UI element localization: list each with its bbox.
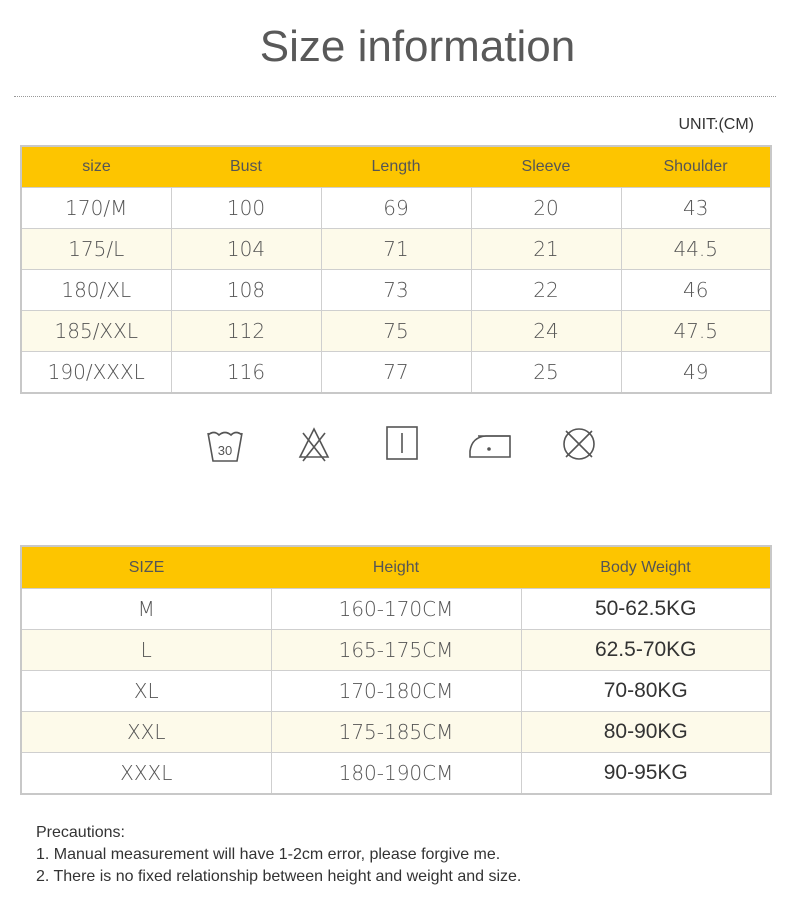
precautions-block [36,822,521,888]
precaution-item: 2. There is no fixed relationship between height and weight and size. [36,868,522,885]
iron-icon [468,423,514,465]
cell-weight: 50-62.5KG [521,589,771,630]
table-row [21,589,771,630]
precautions-heading: Precautions: [36,824,125,841]
cell-weight: 80-90KG [521,712,771,753]
cell-shoulder: 49 [621,352,771,394]
table-row [21,753,771,795]
header-size: SIZE [21,546,271,589]
body-table-header [21,546,771,589]
cell-length: 73 [321,270,471,311]
cell-height: 165-175CM [271,630,521,671]
cell-length: 77 [321,352,471,394]
cell-size: 185/XXL [21,311,171,352]
cell-bust: 116 [171,352,321,394]
precaution-item: 1. Manual measurement will have 1-2cm error, please forgive me. [36,846,501,863]
cell-shoulder: 47.5 [621,311,771,352]
table-row [21,712,771,753]
cell-height: 180-190CM [271,753,521,795]
unit-label: UNIT:(CM) [678,116,754,133]
table-row [21,352,771,394]
cell-size: 175/L [21,229,171,270]
cell-length: 71 [321,229,471,270]
cell-bust: 100 [171,188,321,229]
cell-sleeve: 20 [471,188,621,229]
cell-bust: 104 [171,229,321,270]
cell-height: 170-180CM [271,671,521,712]
table-row [21,229,771,270]
cell-height: 175-185CM [271,712,521,753]
cell-sleeve: 22 [471,270,621,311]
cell-weight: 90-95KG [521,753,771,795]
cell-sleeve: 25 [471,352,621,394]
size-table [20,145,772,394]
cell-size: M [21,589,271,630]
care-icons-row [0,423,790,469]
body-size-table [20,545,772,795]
cell-sleeve: 21 [471,229,621,270]
table-row [21,630,771,671]
header-length: Length [321,146,471,188]
header-height: Height [271,546,521,589]
cell-size: 190/XXXL [21,352,171,394]
header-bust: Bust [171,146,321,188]
cell-sleeve: 24 [471,311,621,352]
no-bleach-icon [298,423,330,465]
cell-length: 75 [321,311,471,352]
table-row [21,188,771,229]
cell-size: 170/M [21,188,171,229]
cell-weight: 62.5-70KG [521,630,771,671]
cell-bust: 108 [171,270,321,311]
cell-length: 69 [321,188,471,229]
cell-bust: 112 [171,311,321,352]
wash-30-icon [205,423,245,465]
svg-text:30: 30 [217,443,233,458]
page-title: Size information [259,22,576,71]
cell-shoulder: 43 [621,188,771,229]
header-size: size [21,146,171,188]
cell-size: XXXL [21,753,271,795]
cell-shoulder: 46 [621,270,771,311]
table-row [21,311,771,352]
cell-size: XXL [21,712,271,753]
header-shoulder: Shoulder [621,146,771,188]
cell-shoulder: 44.5 [621,229,771,270]
tumble-dry-icon [385,423,419,465]
size-table-header [21,146,771,188]
no-dry-clean-icon [560,423,598,465]
dotted-divider [14,96,776,97]
cell-size: 180/XL [21,270,171,311]
table-row [21,270,771,311]
header-sleeve: Sleeve [471,146,621,188]
cell-height: 160-170CM [271,589,521,630]
table-row [21,671,771,712]
cell-size: L [21,630,271,671]
cell-weight: 70-80KG [521,671,771,712]
cell-size: XL [21,671,271,712]
header-body-weight: Body Weight [521,546,771,589]
